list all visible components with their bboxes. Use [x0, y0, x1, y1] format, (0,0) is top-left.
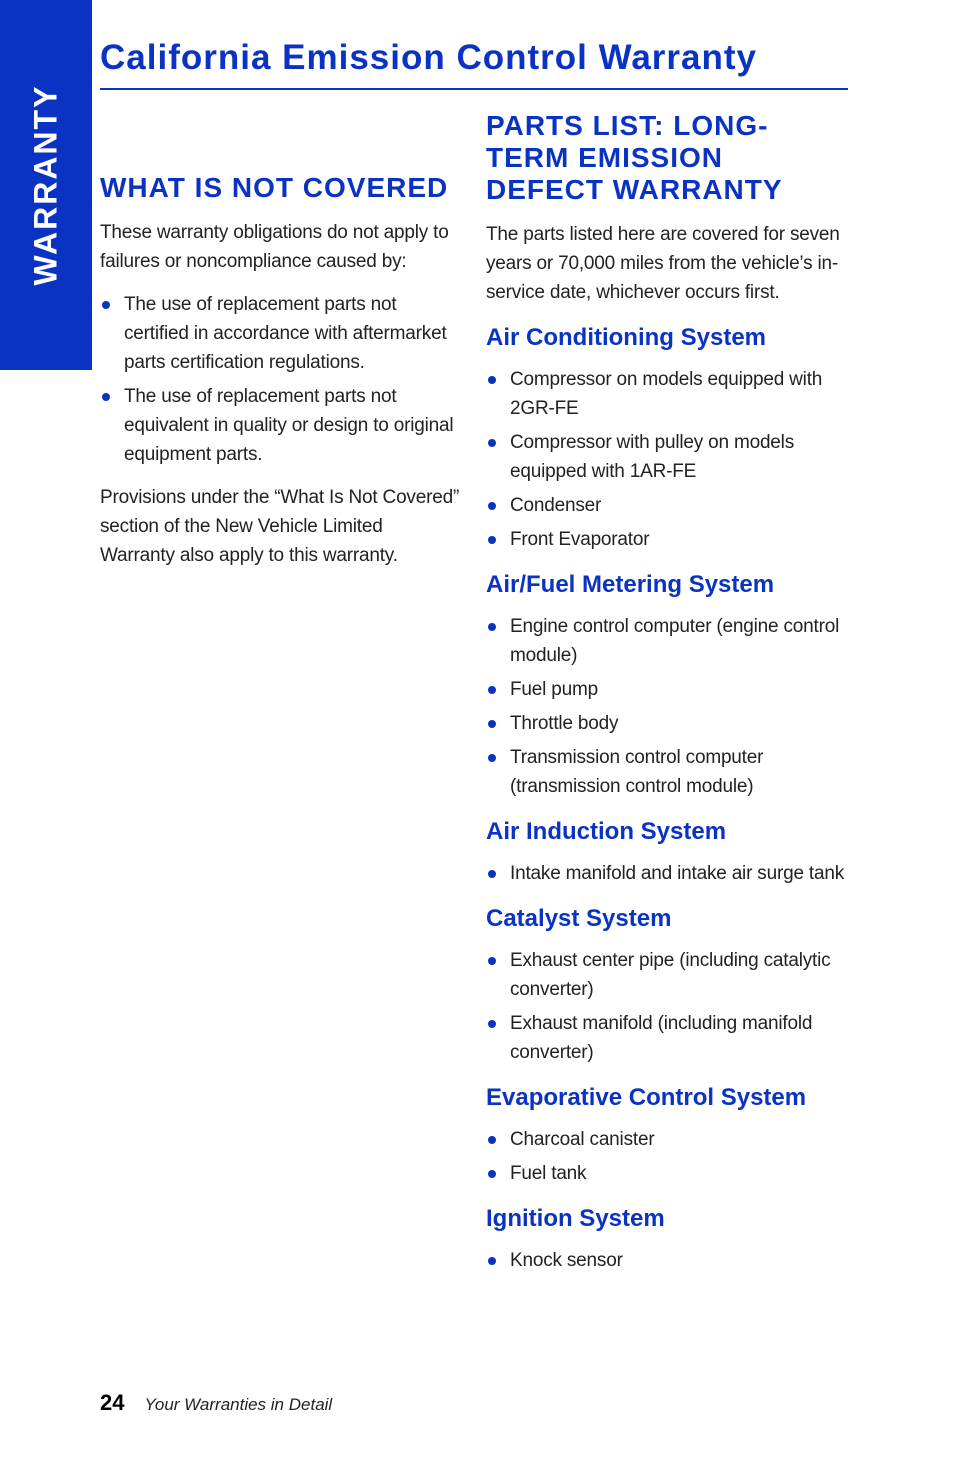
section-heading: Catalyst System: [486, 905, 672, 932]
bullet-icon: [488, 686, 496, 694]
list-item: Intake manifold and intake air surge tank: [486, 859, 848, 888]
parts-list: [486, 946, 848, 1067]
page-footer: [100, 1390, 332, 1416]
list-item: Exhaust center pipe (including catalytic converter): [486, 946, 848, 1004]
bullet-icon: [488, 502, 496, 510]
section-heading: Air Induction System: [486, 818, 727, 845]
bullet-icon: [488, 957, 496, 965]
page-title: California Emission Control Warranty: [100, 38, 758, 77]
bullet-icon: [488, 439, 496, 447]
bullet-icon: [488, 1257, 496, 1265]
not-covered-intro: These warranty obligations do not apply to failures or noncompliance caused by:: [100, 222, 449, 272]
parts-sections: [486, 323, 848, 1275]
not-covered-heading: WHAT IS NOT COVERED: [100, 172, 449, 203]
section-heading: Evaporative Control System: [486, 1084, 807, 1111]
section-heading: Air Conditioning System: [486, 324, 767, 351]
footer-text: Your Warranties in Detail: [144, 1395, 333, 1414]
bullet-icon: [488, 1170, 496, 1178]
parts-list: [486, 365, 848, 554]
not-covered-list: [100, 290, 462, 469]
list-item: Compressor with pulley on models equipped with 1AR-FE: [486, 428, 848, 486]
page-number: 24: [100, 1390, 125, 1415]
list-item: Fuel pump: [486, 675, 848, 704]
list-item: Throttle body: [486, 709, 848, 738]
bullet-icon: [102, 301, 110, 309]
parts-list: [486, 612, 848, 801]
list-item: Charcoal canister: [486, 1125, 848, 1154]
section-heading: Ignition System: [486, 1205, 665, 1232]
parts-list-heading: PARTS LIST: LONG-TERM EMISSION DEFECT WARRANTY: [486, 110, 783, 205]
bullet-icon: [488, 623, 496, 631]
list-item: Transmission control computer (transmission control module): [486, 743, 848, 801]
not-covered-closing: Provisions under the “What Is Not Covered” section of the New Vehicle Limited Warranty also apply to this warranty.: [100, 487, 460, 566]
list-item: Exhaust manifold (including manifold converter): [486, 1009, 848, 1067]
bullet-icon: [488, 1136, 496, 1144]
left-column: [100, 172, 462, 584]
bullet-icon: [488, 870, 496, 878]
bullet-icon: [488, 754, 496, 762]
parts-list: [486, 1246, 848, 1275]
side-tab-label: WARRANTY: [27, 84, 64, 286]
bullet-icon: [488, 1020, 496, 1028]
title-divider: [100, 88, 848, 90]
list-item: The use of replacement parts not certified in accordance with aftermarket parts certification regulations.: [100, 290, 462, 377]
parts-list-intro: The parts listed here are covered for seven years or 70,000 miles from the vehicle’s in-service date, whichever occurs first.: [486, 224, 840, 303]
section-heading: Air/Fuel Metering System: [486, 571, 775, 598]
parts-list: [486, 859, 848, 888]
list-item: Front Evaporator: [486, 525, 848, 554]
bullet-icon: [488, 376, 496, 384]
parts-list: [486, 1125, 848, 1188]
list-item: Engine control computer (engine control module): [486, 612, 848, 670]
bullet-icon: [102, 393, 110, 401]
list-item: The use of replacement parts not equivalent in quality or design to original equipment parts.: [100, 382, 462, 469]
right-column: [486, 110, 848, 1289]
list-item: Fuel tank: [486, 1159, 848, 1188]
bullet-icon: [488, 536, 496, 544]
bullet-icon: [488, 720, 496, 728]
list-item: Knock sensor: [486, 1246, 848, 1275]
side-tab: [0, 0, 92, 370]
list-item: Compressor on models equipped with 2GR-FE: [486, 365, 848, 423]
list-item: Condenser: [486, 491, 848, 520]
